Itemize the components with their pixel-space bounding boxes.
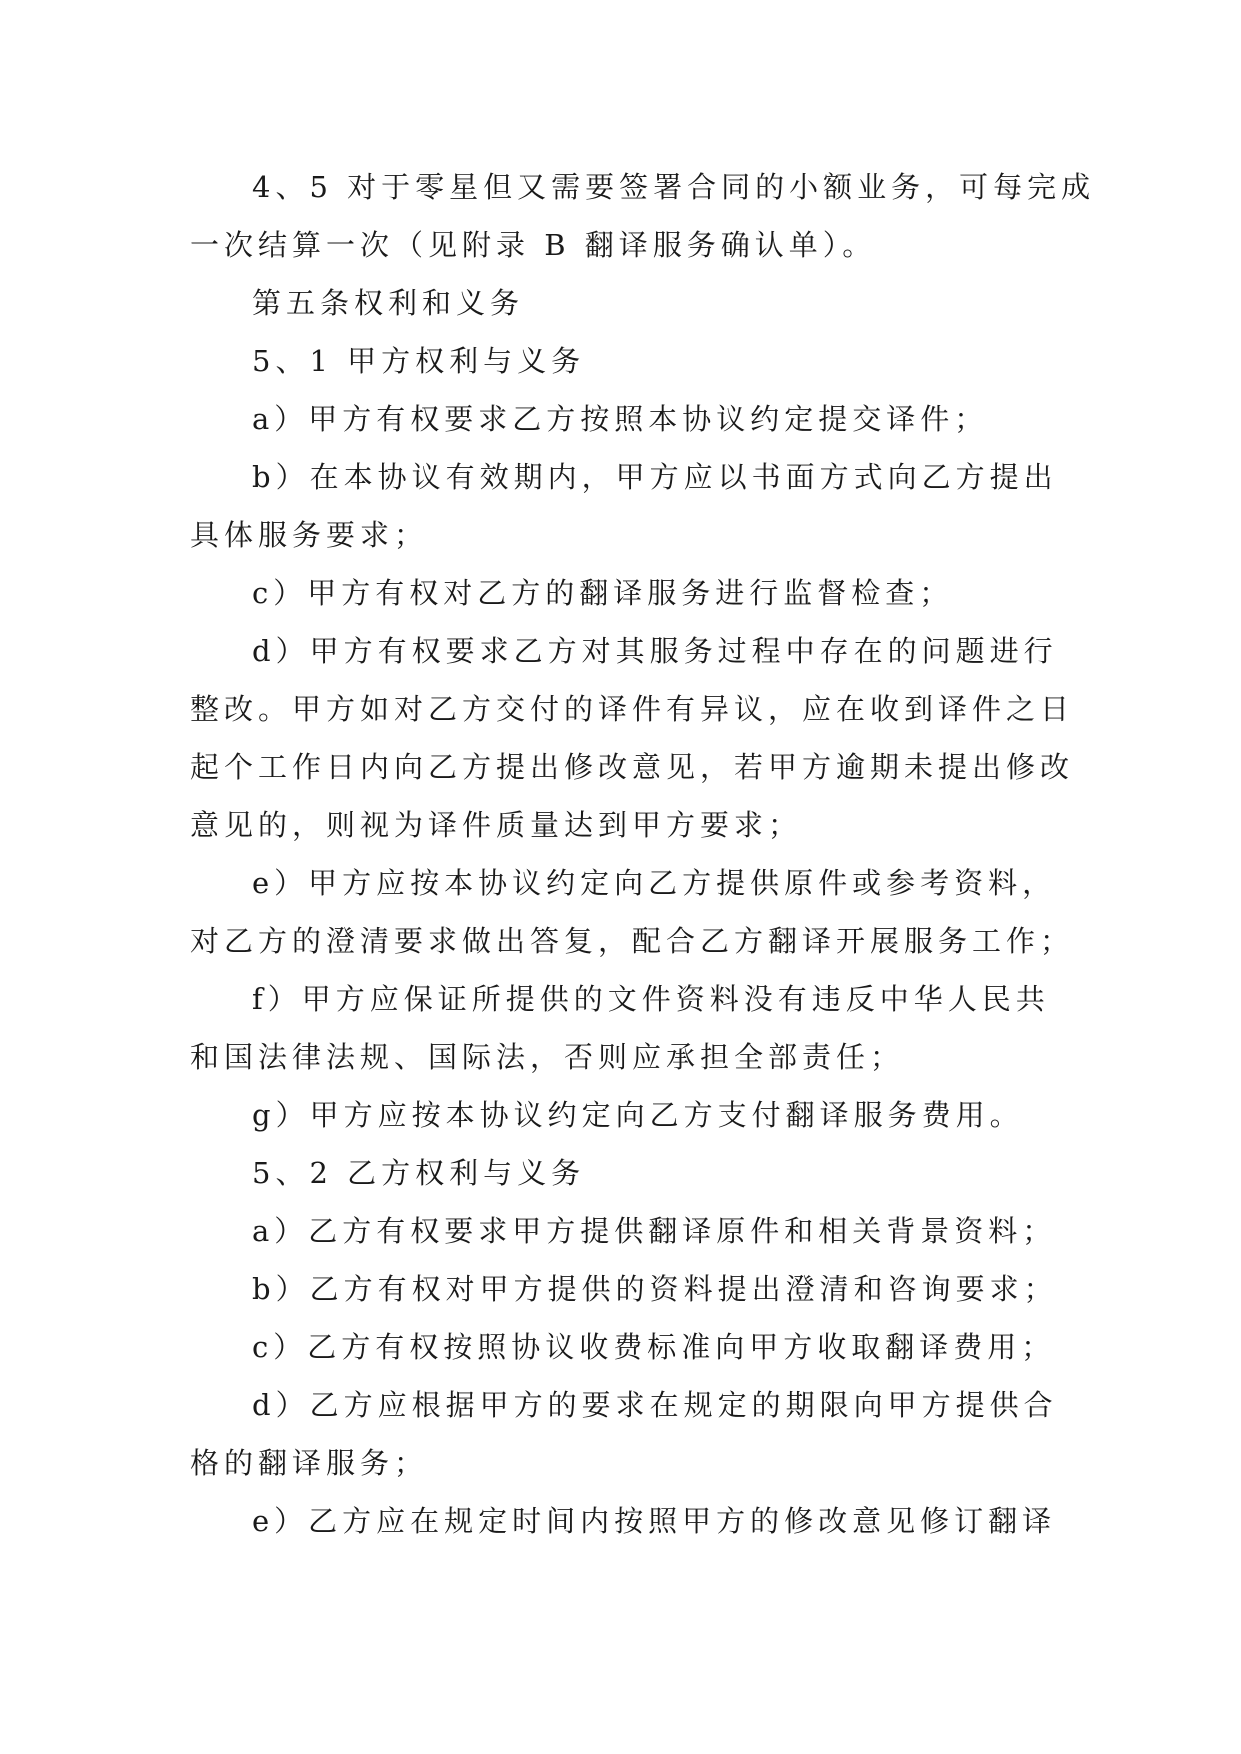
text-line: a）乙方有权要求甲方提供翻译原件和相关背景资料； (252, 1214, 1057, 1248)
list-item-5-2-d (190, 1376, 1060, 1492)
text-line: 第五条权利和义务 (252, 286, 525, 320)
section-heading-article-5 (190, 274, 1060, 332)
list-item-5-2-e (190, 1492, 1060, 1550)
text-line: 意见的，则视为译件质量达到甲方要求； (190, 808, 803, 842)
text-line: 整改。甲方如对乙方交付的译件有异议，应在收到译件之日 (190, 692, 1075, 726)
text-line: e）乙方应在规定时间内按照甲方的修改意见修订翻译 (252, 1504, 1057, 1538)
text-line: g）甲方应按本协议约定向乙方支付翻译服务费用。 (252, 1098, 1024, 1132)
subsection-heading-5-2 (190, 1144, 1060, 1202)
text-line: d）甲方有权要求乙方对其服务过程中存在的问题进行 (252, 634, 1058, 668)
text-line: a）甲方有权要求乙方按照本协议约定提交译件； (252, 402, 989, 436)
text-line: b）乙方有权对甲方提供的资料提出澄清和咨询要求； (252, 1272, 1058, 1306)
list-item-5-2-a (190, 1202, 1060, 1260)
text-line: 5、1 甲方权利与义务 (252, 344, 586, 378)
list-item-5-2-b (190, 1260, 1060, 1318)
text-line: f）甲方应保证所提供的文件资料没有违反中华人民共 (252, 982, 1050, 1016)
text-line: b）在本协议有效期内，甲方应以书面方式向乙方提出 (252, 460, 1058, 494)
list-item-5-1-f (190, 970, 1060, 1086)
list-item-5-1-b (190, 448, 1060, 564)
list-item-5-1-e (190, 854, 1075, 970)
list-item-5-2-c (190, 1318, 1060, 1376)
text-line: 起个工作日内向乙方提出修改意见，若甲方逾期未提出修改 (190, 750, 1075, 784)
paragraph-4-5 (190, 158, 1096, 274)
text-line: d）乙方应根据甲方的要求在规定的期限向甲方提供合 (252, 1388, 1058, 1422)
text-line: 5、2 乙方权利与义务 (252, 1156, 586, 1190)
text-line: e）甲方应按本协议约定向乙方提供原件或参考资料， (252, 866, 1057, 900)
list-item-5-1-d (190, 622, 1075, 854)
text-line: 具体服务要求； (190, 518, 429, 552)
document-body (190, 158, 1096, 1550)
list-item-5-1-a (190, 390, 1060, 448)
subsection-heading-5-1 (190, 332, 1060, 390)
text-line: 格的翻译服务； (190, 1446, 429, 1480)
text-line: 4、5 对于零星但又需要签署合同的小额业务，可每完成 (252, 170, 1096, 204)
text-line: c）乙方有权按照协议收费标准向甲方收取翻译费用； (252, 1330, 1056, 1364)
text-line: 和国法律法规、国际法，否则应承担全部责任； (190, 1040, 905, 1074)
list-item-5-1-c (190, 564, 1060, 622)
list-item-5-1-g (190, 1086, 1060, 1144)
text-line: 一次结算一次（见附录 B 翻译服务确认单）。 (190, 228, 877, 262)
text-line: c）甲方有权对乙方的翻译服务进行监督检查； (252, 576, 954, 610)
text-line: 对乙方的澄清要求做出答复，配合乙方翻译开展服务工作； (190, 924, 1075, 958)
